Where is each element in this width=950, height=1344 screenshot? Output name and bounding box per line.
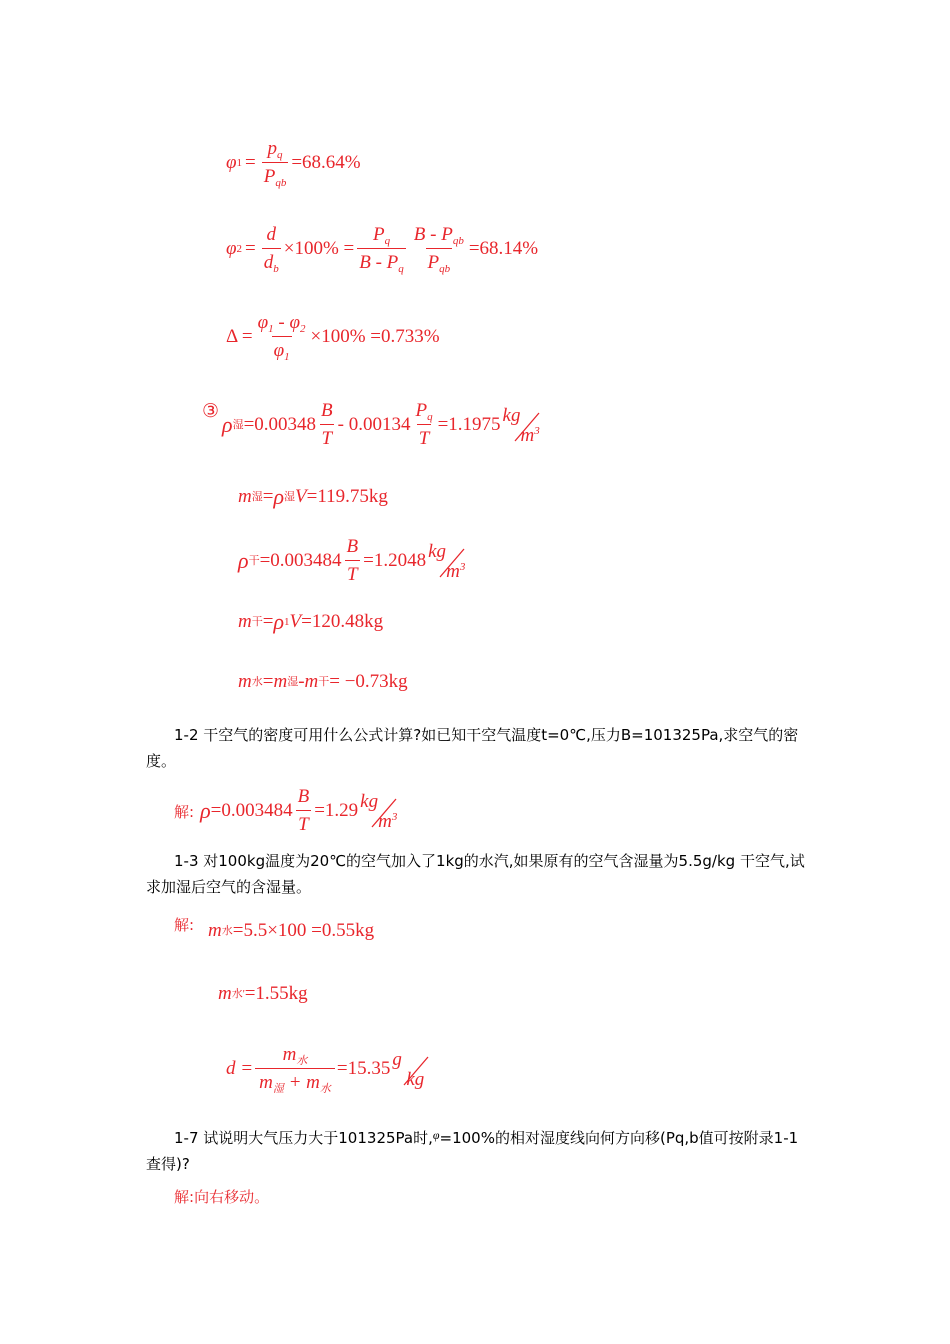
equation-m-dry: m 干 = ρ 1 V =120.48kg <box>238 609 384 634</box>
answer-1-3-line1: m 水 =5.5×100 =0.55kg <box>208 920 375 941</box>
unit-kg-per-m3: kg $m^3$ <box>428 541 466 582</box>
equation-phi2: φ 2 = $\frac{d}{d_b}$ ×100% = $\frac{P_q}{B - P_q}$ $\frac{B - P_{qb}}{P_{qb}}$ =68.14% <box>226 224 539 275</box>
fraction: $\frac{P_q}{B - P_q}$ <box>359 224 404 275</box>
equation-rho-dry: ρ 干 =0.003484 $\frac{B}{T}$ =1.2048 kg $m^3$ <box>238 536 474 586</box>
equation-result: =119.75kg <box>306 486 388 507</box>
equation-delta: Δ = $\frac{\varphi_1 - \varphi_2}{\varphi_1}$ ×100% =0.733% <box>226 312 440 363</box>
answer-1-3-label: 解: <box>174 916 195 934</box>
answer-1-3-line2: m 水' =1.55kg <box>218 983 308 1004</box>
phi-symbol: φ <box>432 1128 440 1142</box>
fraction: $\frac{B - P_{qb}}{P_{qb}}$ <box>413 224 464 275</box>
fraction: $\frac{d}{d_b}$ <box>263 224 279 275</box>
equation-result: ×100% =0.733% <box>310 326 440 347</box>
question-1-7: 1-7 试说明大气压力大于101325Pa时,$^\varphi$=100%的相对湿度线向何方向移(Pq,b值可按附录1-1查得)? <box>146 1128 799 1173</box>
answer-text: 向右移动。 <box>194 1188 270 1206</box>
answer-label: 解: <box>174 1188 195 1206</box>
question-1-3: 1-3 对100kg温度为20℃的空气加入了1kg的水汽,如果原有的空气含湿量为5.5g/kg 干空气,试求加湿后空气的含湿量。 <box>146 852 805 896</box>
answer-label: 解: <box>174 802 195 821</box>
unit-kg-per-m3: kg $m^3$ <box>502 405 540 446</box>
unit-kg-per-m3: kg $m^3$ <box>360 791 398 832</box>
equation-phi1: φ 1 = $\frac{p_q}{P_{qb}}$ =68.64% <box>226 138 361 189</box>
equation-result: =120.48kg <box>301 611 384 632</box>
answer-1-7 <box>174 1186 269 1207</box>
equation-result: =1.2048 <box>363 550 427 571</box>
question-1-2: 1-2 干空气的密度可用什么公式计算?如已知干空气温度t=0℃,压力B=101325Pa,求空气的密度。 <box>146 726 799 770</box>
equation-m-wet: m 湿 = ρ 湿 V =119.75kg <box>238 484 388 509</box>
equation-result: = −0.73kg <box>329 671 408 692</box>
circled-number-marker: ③ <box>202 401 220 422</box>
equation-result: =15.35 <box>336 1058 391 1079</box>
answer-1-3-line3: d = $\frac{m_水}{m_湿 + m_水}$ =15.35 g kg <box>226 1044 438 1094</box>
fraction: $\frac{p_q}{P_{qb}}$ <box>263 138 287 189</box>
equation-rho-wet: ρ 湿 =0.00348 $\frac{B}{T}$ - 0.00134 $\frac{P_q}{T}$ =1.1975 kg $m^3$ <box>222 400 549 450</box>
unit-g-per-kg: g kg <box>392 1049 438 1089</box>
equation-result: =68.64% <box>291 152 361 173</box>
fraction: $\frac{\varphi_1 - \varphi_2}{\varphi_1}$ <box>257 312 306 363</box>
equation-m-water: m 水 = m 湿 - m 干 = −0.73kg <box>238 671 408 692</box>
equation-result: =1.29 <box>314 800 359 821</box>
equation-result: =1.1975 <box>437 414 501 435</box>
answer-1-2: 解: ρ =0.003484 $\frac{B}{T}$ =1.29 kg $m^3$ <box>174 786 406 836</box>
phi-symbol: φ <box>226 152 237 173</box>
equation-result: =68.14% <box>468 238 539 259</box>
